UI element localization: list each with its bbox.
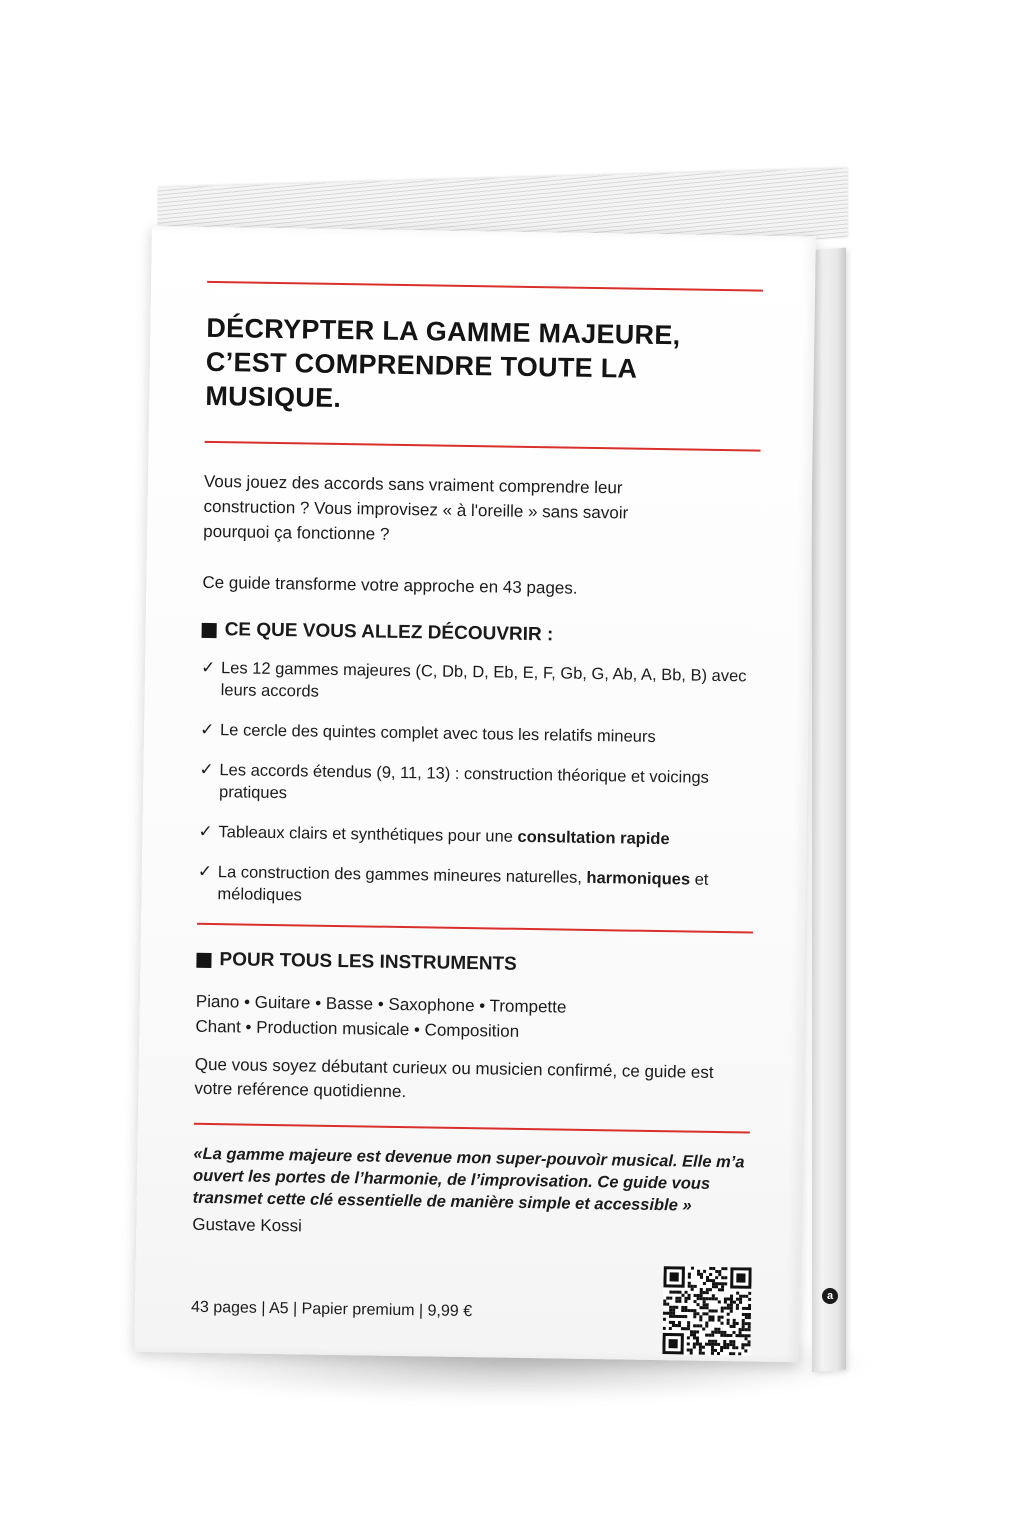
feature-text xyxy=(217,861,754,913)
feature-text-tail: et mélodiques xyxy=(217,870,709,905)
feature-text-plain: Tableaux clairs et synthétiques pour une xyxy=(218,823,518,846)
check-icon: ✓ xyxy=(199,759,214,780)
check-icon: ✓ xyxy=(197,861,213,882)
list-item xyxy=(201,657,758,710)
feature-text: Les accords étendus (9, 11, 13) : construction théorique et voicings pratiques xyxy=(218,761,710,803)
section-instruments-label: POUR TOUS LES INSTRUMENTS xyxy=(219,949,517,975)
red-rule-top xyxy=(207,281,763,292)
footer-row xyxy=(190,1259,748,1368)
section-instruments-title xyxy=(196,947,752,982)
red-rule-2 xyxy=(205,441,761,452)
check-icon: ✓ xyxy=(200,657,216,678)
feature-text-bold: consultation rapide xyxy=(517,827,670,849)
feature-text: Les 12 gammes majeures (C, Db, D, Eb, E, F, Gb, G, Ab, A, Bb, B) avec leurs accords xyxy=(220,659,747,701)
headline-line-2: C’EST COMPRENDRE TOUTE LA MUSIQUE. xyxy=(205,346,637,413)
square-bullet-icon xyxy=(196,952,211,967)
feature-text: Le cercle des quintes complet avec tous les relatifs mineurs xyxy=(219,721,656,746)
back-cover xyxy=(134,226,816,1362)
section-discover-title xyxy=(201,617,757,652)
check-icon: ✓ xyxy=(198,821,213,842)
instruments-line-1: Piano • Guitare • Basse • Saxophone • Trompette xyxy=(195,991,567,1017)
square-bullet-icon xyxy=(202,622,217,637)
check-icon: ✓ xyxy=(199,719,215,740)
section-discover-label: CE QUE VOUS ALLEZ DÉCOUVRIR : xyxy=(224,619,554,646)
list-item xyxy=(197,861,754,914)
red-rule-4 xyxy=(194,1123,750,1134)
quote-author: Gustave Kossi xyxy=(192,1214,303,1236)
list-item xyxy=(200,719,756,750)
feature-text-plain: La construction des gammes mineures naturelles, xyxy=(217,863,587,887)
qr-code-icon[interactable] xyxy=(662,1266,751,1355)
list-item xyxy=(198,821,754,852)
publisher-logo-icon: a xyxy=(822,1288,838,1304)
headline-line-1: DÉCRYPTER LA GAMME MAJEURE, xyxy=(206,312,681,351)
instruments-line-2: Chant • Production musicale • Composition xyxy=(195,1016,520,1041)
testimonial-quote: «La gamme majeure est devenue mon super-pouvoìr musical. Elle m’a ouvert les portes de l’harmonie, de l’improvisation. Ce guide vous transmet cette clé essentielle de manière simple et accessible » xyxy=(192,1144,745,1215)
intro-pages-text: Ce guide transforme votre approche en 43 pages. xyxy=(202,572,578,598)
feature-list xyxy=(197,657,757,914)
red-rule-3 xyxy=(197,923,753,934)
audience-text: Que vous soyez débutant curieux ou musicien confirmé, ce guide est votre reférence quotidienne. xyxy=(194,1054,714,1102)
headline xyxy=(205,311,763,422)
instruments-list xyxy=(195,989,752,1048)
book-spine xyxy=(812,248,846,1372)
list-item xyxy=(199,759,756,812)
feature-text-bold: harmoniques xyxy=(586,868,691,889)
feature-text xyxy=(218,821,754,851)
book-specs: 43 pages | A5 | Papier premium | 9,99 € xyxy=(190,1298,473,1321)
cover-content xyxy=(190,281,763,1368)
intro-text: Vous jouez des accords sans vraiment comprendre leur construction ? Vous improvisez « à l'oreille » sans savoir pourquoi ça fonctionne ? xyxy=(203,471,629,544)
